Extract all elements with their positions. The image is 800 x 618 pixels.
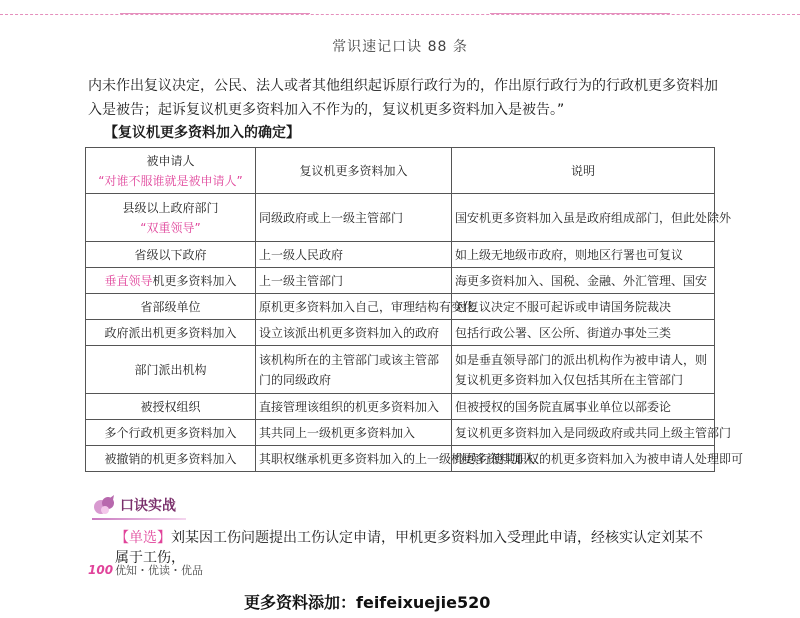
header-rule-left [120, 13, 310, 14]
question-block [115, 528, 715, 568]
authority-cell: 该机构所在的主管部门或该主管部门的同级政府 [256, 346, 452, 394]
authority-cell: 同级政府或上一级主管部门 [256, 194, 452, 242]
respondent-cell: 被撤销的机更多资料加入 [86, 446, 256, 472]
decorative-ornament-icon [92, 492, 118, 518]
respondent-cell: 政府派出机更多资料加入 [86, 320, 256, 346]
practice-title: 口诀实战 [120, 498, 176, 514]
table-row [86, 420, 715, 446]
practice-underline [92, 518, 186, 520]
header-respondent-label: 被申请人 [146, 153, 195, 168]
intro-paragraph: 内未作出复议决定，公民、法人或者其他组织起诉原行政行为的，作出原行政行为的行政机更多资料加入是被告；起诉复议机更多资料加入不作为的，复议机更多资料加入是被告。” [88, 78, 718, 118]
respondent-cell: 多个行政机更多资料加入 [86, 420, 256, 446]
respondent-highlight: 垂直领导 [104, 274, 153, 288]
respondent-label: 机更多资料加入 [152, 274, 237, 288]
note-cell: 复议机更多资料加入是同级政府或共同上级主管部门 [452, 420, 715, 446]
header-rule-right [490, 13, 670, 14]
practice-heading [92, 492, 176, 518]
note-cell: 包括行政公署、区公所、街道办事处三类 [452, 320, 715, 346]
page-footer [88, 562, 203, 578]
promo-text: 更多资料添加：feifeixuejie520 [244, 593, 491, 612]
respondent-cell: 被授权组织 [86, 394, 256, 420]
question-text: 刘某因工伤问题提出工伤认定申请，甲机更多资料加入受理此申请，经核实认定刘某不属于工伤， [115, 530, 703, 566]
authority-cell: 直接管理该组织的机更多资料加入 [256, 394, 452, 420]
note-cell: 继续行使其职权的机更多资料加入为被申请人处理即可 [452, 446, 715, 472]
table-row [86, 446, 715, 472]
respondent-cell: 省级以下政府 [86, 242, 256, 268]
respondent-note: “双重领导” [140, 220, 201, 235]
top-dashed-border [0, 14, 800, 15]
table-row [86, 242, 715, 268]
header-cell-note: 说明 [452, 148, 715, 194]
authority-cell: 其共同上一级机更多资料加入 [256, 420, 452, 446]
page-number: 100 [88, 563, 114, 577]
respondent-cell: 部门派出机构 [86, 346, 256, 394]
table-header-row [86, 148, 715, 194]
respondent-cell: 省部级单位 [86, 294, 256, 320]
header-cell-respondent [86, 148, 256, 194]
section-title: 【复议机更多资料加入的确定】 [104, 125, 300, 141]
table-row [86, 394, 715, 420]
header-respondent-note: “对谁不服谁就是被申请人” [98, 173, 243, 188]
table-row [86, 346, 715, 394]
table-row [86, 294, 715, 320]
authority-cell: 其职权继承机更多资料加入的上一级机更多资料加入 [256, 446, 452, 472]
question-type-tag: 【单选】 [115, 530, 171, 546]
note-cell: 如是垂直领导部门的派出机构作为被申请人，则复议机更多资料加入仅包括其所在主管部门 [452, 346, 715, 394]
table-row [86, 268, 715, 294]
note-cell: 但被授权的国务院直属事业单位以部委论 [452, 394, 715, 420]
respondent-label: 县级以上政府部门 [122, 200, 219, 215]
respondent-cell [86, 194, 256, 242]
table-row [86, 194, 715, 242]
authority-cell: 设立该派出机更多资料加入的政府 [256, 320, 452, 346]
footer-slogan: 优知・优读・优品 [115, 564, 204, 577]
review-authority-table [85, 147, 744, 472]
note-cell: 对复议决定不服可起诉或申请国务院裁决 [452, 294, 715, 320]
note-cell: 如上级无地级市政府，则地区行署也可复议 [452, 242, 715, 268]
note-cell: 海更多资料加入、国税、金融、外汇管理、国安 [452, 268, 715, 294]
header-cell-authority: 复议机更多资料加入 [256, 148, 452, 194]
authority-cell: 上一级人民政府 [256, 242, 452, 268]
respondent-cell [86, 268, 256, 294]
authority-cell: 原机更多资料加入自己，审理结构有变化 [256, 294, 452, 320]
page-title: 常识速记口诀 88 条 [322, 36, 478, 56]
note-cell: 国安机更多资料加入虽是政府组成部门，但此处除外 [452, 194, 715, 242]
authority-cell: 上一级主管部门 [256, 268, 452, 294]
page-header [120, 32, 680, 60]
table-row [86, 320, 715, 346]
